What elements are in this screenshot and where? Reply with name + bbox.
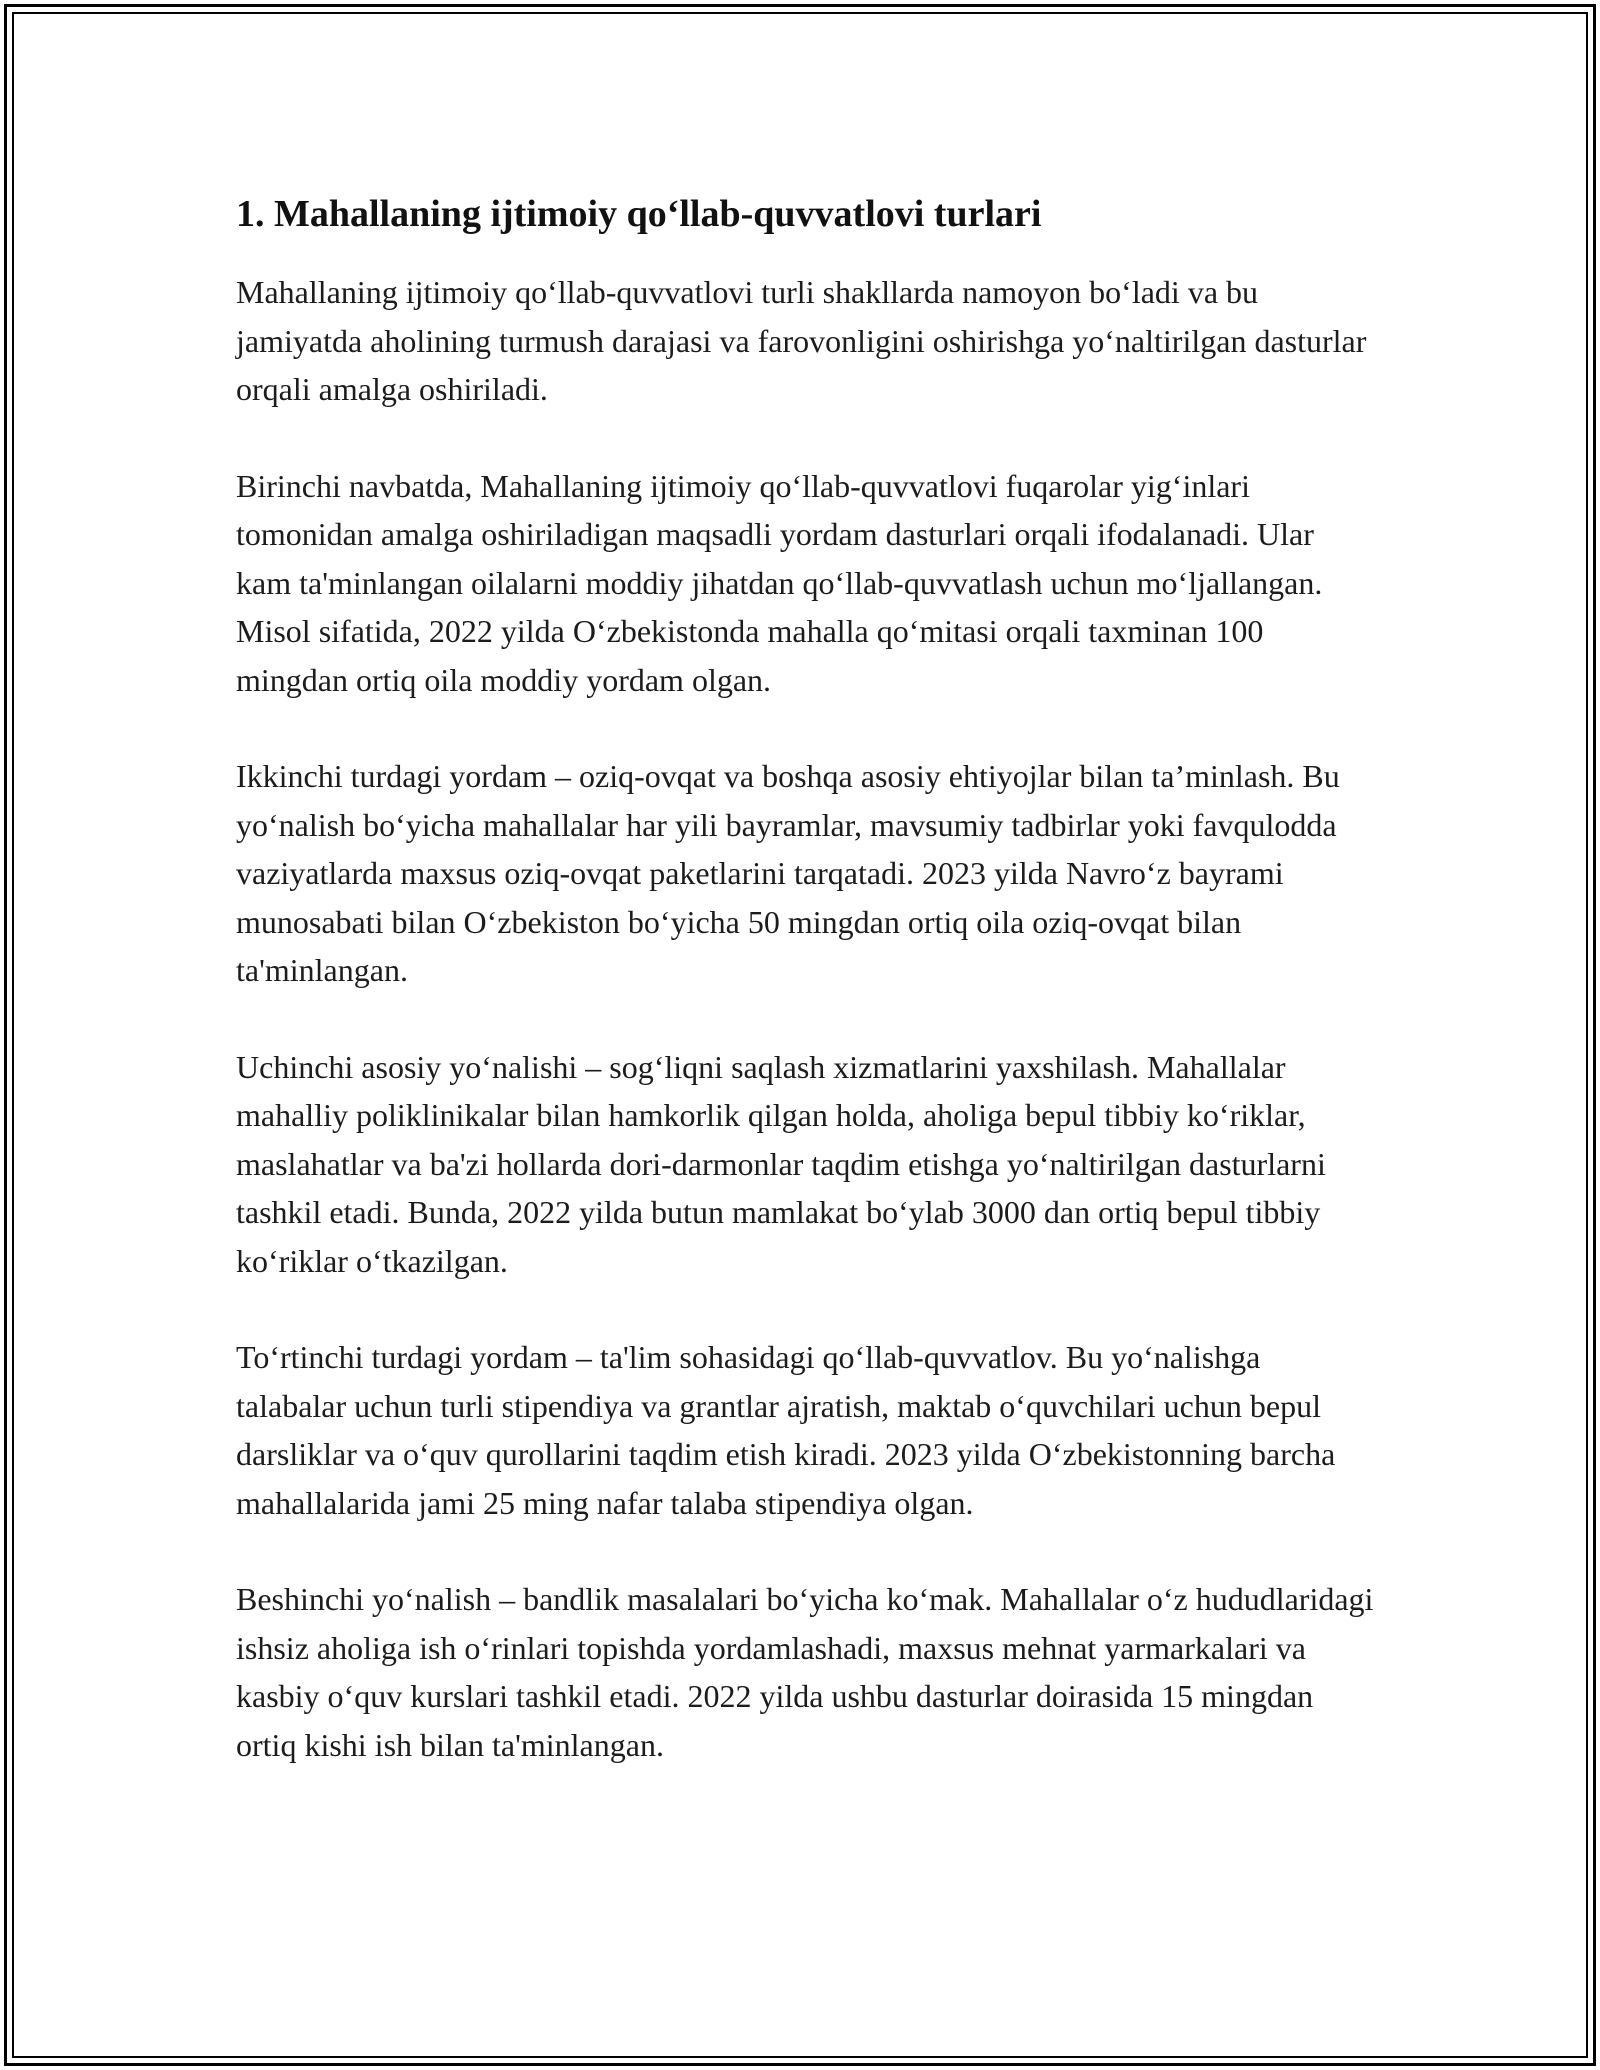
paragraph-intro: Mahallaning ijtimoiy qo‘llab-quvvatlovi turli shakllarda namoyon bo‘ladi va bu jamiyatda aholining turmush darajasi va farovonligini oshirishga yo‘naltirilgan dasturlar orqali amalga oshiriladi.	[236, 274, 1367, 407]
paragraph-second-type: Ikkinchi turdagi yordam – oziq-ovqat va boshqa asosiy ehtiyojlar bilan ta’minlash. Bu yo‘nalish bo‘yicha mahallalar har yili bayramlar, mavsumiy tadbirlar yoki favqulodda vaziyatlarda maxsus oziq-ovqat paketlarini tarqatadi. 2023 yilda Navro‘z bayrami munosabati bilan O‘zbekiston bo‘yicha 50 mingdan ortiq oila oziq-ovqat bilan ta'minlangan.	[236, 758, 1340, 988]
paragraph-third-type: Uchinchi asosiy yo‘nalishi – sog‘liqni saqlash xizmatlarini yaxshilash. Mahallalar mahalliy poliklinikalar bilan hamkorlik qilgan holda, aholiga bepul tibbiy ko‘riklar, maslahatlar va ba'zi hollarda dori-darmonlar taqdim etishga yo‘naltirilgan dasturlarni tashkil etadi. Bunda, 2022 yilda butun mamlakat bo‘ylab 3000 dan ortiq bepul tibbiy ko‘riklar o‘tkazilgan.	[236, 1048, 1326, 1279]
paragraph-first-type: Birinchi navbatda, Mahallaning ijtimoiy qo‘llab-quvvatlovi fuqarolar yig‘inlari tomonidan amalga oshiriladigan maqsadli yordam dasturlari orqali ifodalanadi. Ular kam ta'minlangan oilalarni moddiy jihatdan qo‘llab-quvvatlash uchun mo‘ljallangan. Misol sifatida, 2022 yilda O‘zbekistonda mahalla qo‘mitasi orqali taxminan 100 mingdan ortiq oila moddiy yordam olgan.	[236, 467, 1323, 698]
section-heading: 1. Mahallaning ijtimoiy qo‘llab-quvvatlovi turlari	[236, 193, 1042, 235]
paragraph-fifth-type: Beshinchi yo‘nalish – bandlik masalalari bo‘yicha ko‘mak. Mahallalar o‘z hududlaridagi ishsiz aholiga ish o‘rinlari topishda yordamlashadi, maxsus mehnat yarmarkalari va kasbiy o‘quv kurslari tashkil etadi. 2022 yilda ushbu dasturlar doirasida 15 mingdan ortiq kishi ish bilan ta'minlangan.	[236, 1581, 1374, 1763]
paragraph-fourth-type: To‘rtinchi turdagi yordam – ta'lim sohasidagi qo‘llab-quvvatlov. Bu yo‘nalishga talabalar uchun turli stipendiya va grantlar ajratish, maktab o‘quvchilari uchun bepul darsliklar va o‘quv qurollarini taqdim etish kiradi. 2023 yilda O‘zbekistonning barcha mahallalarida jami 25 ming nafar talaba stipendiya olgan.	[236, 1339, 1336, 1521]
document-body	[236, 186, 1376, 1769]
